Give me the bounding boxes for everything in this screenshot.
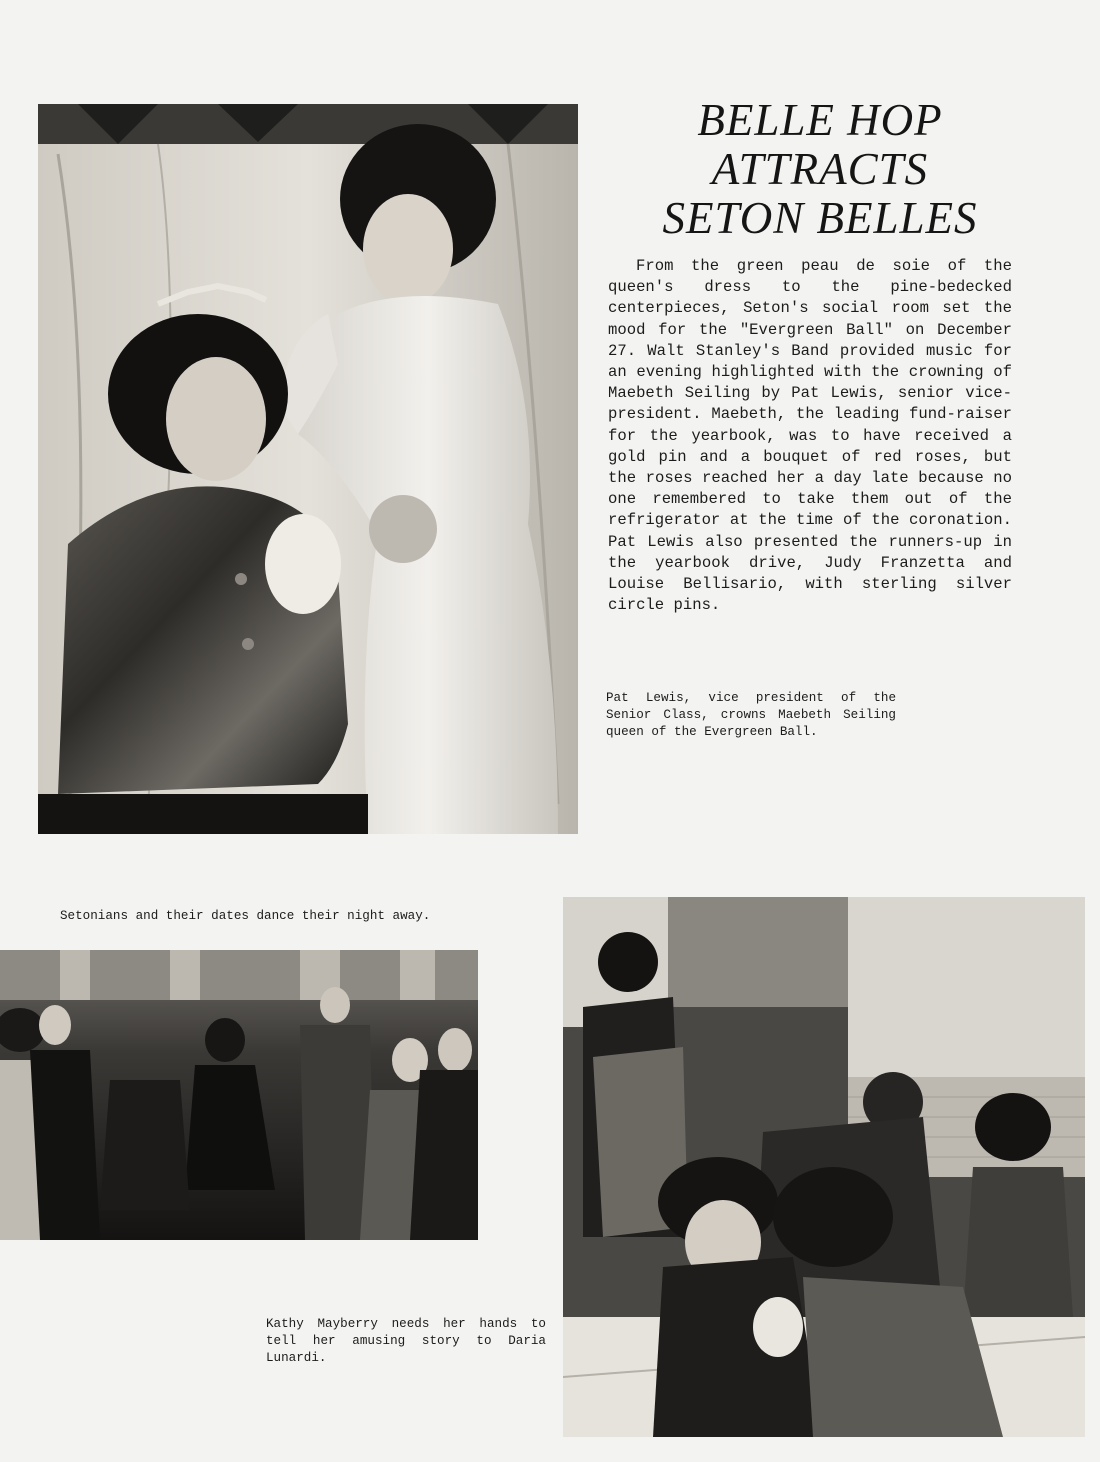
crowning-photo-art: [38, 104, 578, 834]
table-photo: [563, 897, 1085, 1437]
crowning-caption: Pat Lewis, vice president of the Senior Class, crowns Maebeth Seiling queen of the Evergreen Ball.: [606, 691, 896, 739]
crowning-photo: [38, 104, 578, 834]
title-line-2: ATTRACTS: [711, 144, 929, 194]
title-line-3: SETON BELLES: [662, 193, 978, 243]
table-caption: Kathy Mayberry needs her hands to tell her amusing story to Daria Lunardi.: [266, 1317, 546, 1365]
article-body: From the green peau de soie of the queen's dress to the pine-bedecked centerpieces, Seton's social room set the mood for the "Evergreen Ball" on December 27. Walt Stanley's Band provided music for an evening highlighted with the crowning of Maebeth Seiling by Pat Lewis, senior vice-president. Maebeth, the leading fund-raiser for the yearbook, was to have received a gold pin and a bouquet of red roses, but the roses reached her a day late because no one remembered to take them out of the refrigerator at the time of the coronation. Pat Lewis also presented the runners-up in the yearbook drive, Judy Franzetta and Louise Bellisario, with sterling silver circle pins.: [608, 257, 1012, 615]
article-title: [600, 96, 1040, 243]
dance-photo-art: [0, 950, 478, 1240]
dance-caption: Setonians and their dates dance their night away.: [60, 909, 431, 923]
title-line-1: BELLE HOP: [697, 95, 943, 145]
dance-photo: [0, 950, 478, 1240]
table-photo-art: [563, 897, 1085, 1437]
